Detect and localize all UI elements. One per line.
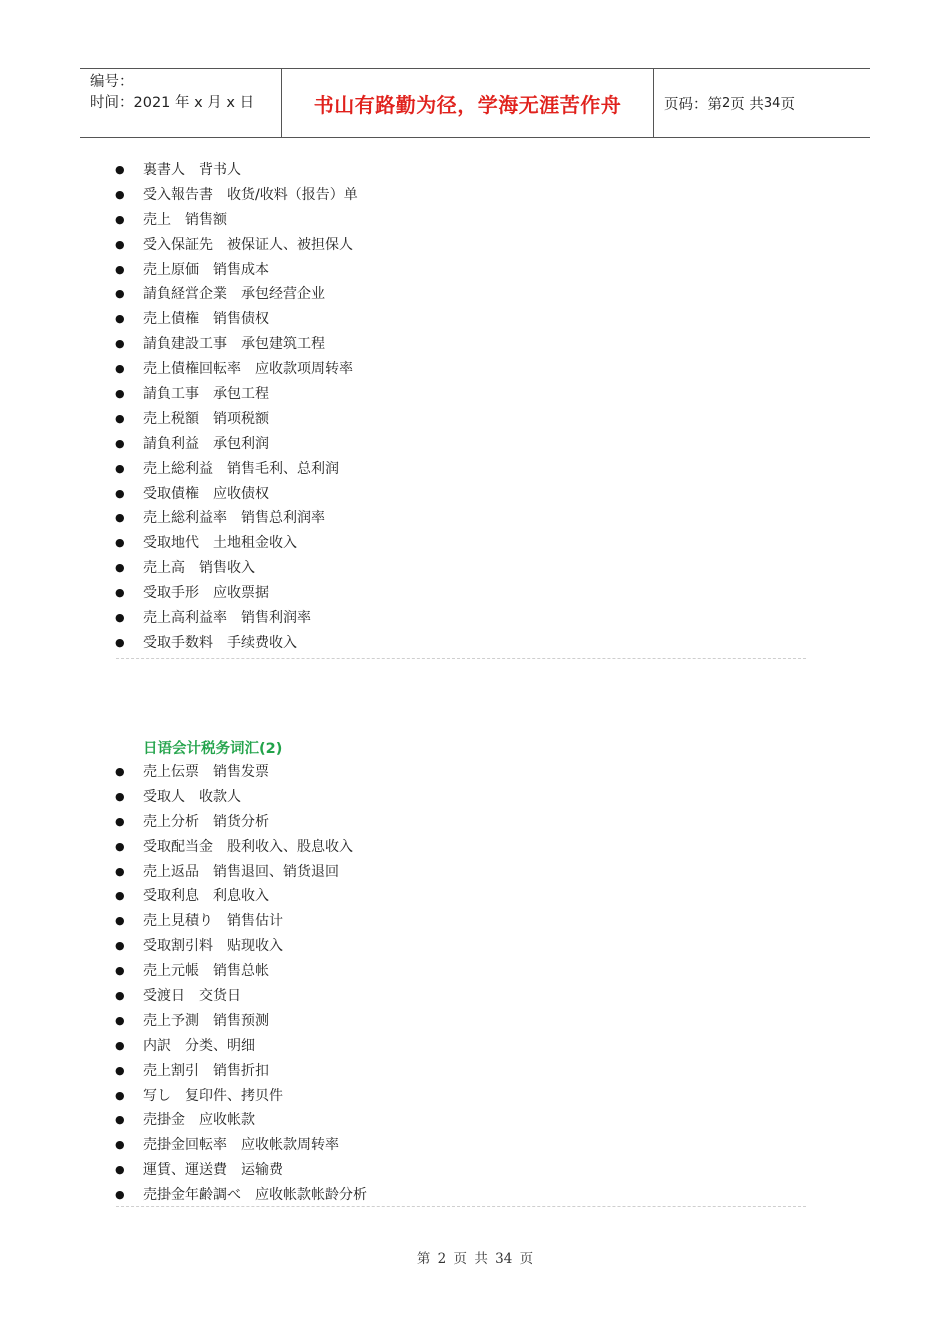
term-japanese: 受取人	[143, 788, 185, 805]
term-chinese: 应收帐款周转率	[241, 1137, 339, 1154]
vocab-item	[112, 959, 812, 984]
term-chinese: 背书人	[199, 162, 241, 178]
vocab-item	[112, 984, 812, 1009]
term-chinese: 贴现收入	[227, 938, 283, 955]
term-chinese: 手续费收入	[227, 634, 297, 651]
term-chinese: 销售收入	[199, 560, 255, 577]
bullet-icon: ●	[115, 187, 125, 201]
bullet-icon: ●	[115, 1038, 125, 1052]
bullet-icon: ●	[115, 411, 125, 425]
vocab-item	[112, 332, 812, 357]
date-label: 时间：2021 年 x 月 x 日	[90, 95, 255, 111]
term-japanese: 売上予測	[143, 1012, 199, 1029]
term-chinese: 销售退回、销货退回	[213, 863, 339, 880]
term-chinese: 销售成本	[213, 261, 269, 278]
term-chinese: 承包建筑工程	[241, 336, 325, 353]
bullet-icon: ●	[115, 362, 125, 376]
term-chinese: 应收款项周转率	[255, 361, 353, 378]
term-japanese: 受取利息	[143, 888, 199, 905]
term-chinese: 销售额	[185, 211, 227, 228]
bullet-icon: ●	[115, 561, 125, 575]
vocab-item	[112, 785, 812, 810]
term-japanese: 売上元帳	[143, 963, 199, 980]
bullet-icon: ●	[115, 262, 125, 276]
bullet-icon: ●	[115, 536, 125, 550]
bullet-icon: ●	[115, 1163, 125, 1177]
vocab-item	[112, 531, 812, 556]
term-japanese: 売上	[143, 211, 171, 228]
term-japanese: 受取手数料	[143, 634, 213, 651]
vocab-list-2	[112, 760, 812, 1208]
term-chinese: 收货/收料（报告）单	[227, 186, 358, 203]
term-japanese: 売掛金回転率	[143, 1137, 227, 1154]
vocab-item	[112, 506, 812, 531]
term-japanese: 売上伝票	[143, 764, 199, 780]
bullet-icon: ●	[115, 1088, 125, 1102]
term-japanese: 受渡日	[143, 988, 185, 1005]
bullet-icon: ●	[115, 611, 125, 625]
vocab-list-1	[112, 158, 812, 656]
bullet-icon: ●	[115, 1063, 125, 1077]
term-chinese: 承包利润	[213, 435, 269, 452]
vocab-item	[112, 233, 812, 258]
vocab-item	[112, 307, 812, 332]
header-motto: 书山有路勤为径，学海无涯苦作舟	[282, 69, 654, 137]
term-chinese: 被保证人、被担保人	[227, 236, 353, 253]
term-japanese: 売上債権	[143, 311, 199, 328]
section-title: 日语会计税务词汇(2)	[143, 741, 283, 757]
term-japanese: 請負経営企業	[143, 286, 227, 303]
bullet-icon: ●	[115, 635, 125, 649]
term-japanese: 売上高利益率	[143, 610, 227, 627]
vocab-item	[112, 1034, 812, 1059]
vocab-item	[112, 1133, 812, 1158]
term-japanese: 売上分析	[143, 813, 199, 830]
term-chinese: 收款人	[199, 788, 241, 805]
term-chinese: 销售总帐	[213, 963, 269, 980]
page-number: 2	[722, 95, 731, 111]
term-chinese: 承包经营企业	[241, 286, 325, 303]
term-chinese: 股利收入、股息收入	[227, 838, 353, 855]
term-japanese: 受入保証先	[143, 236, 213, 253]
vocab-item	[112, 258, 812, 283]
term-japanese: 請負工事	[143, 386, 199, 403]
vocab-item	[112, 606, 812, 631]
term-chinese: 分类、明细	[185, 1037, 255, 1054]
vocab-item	[112, 860, 812, 885]
vocab-item	[112, 835, 812, 860]
bullet-icon: ●	[115, 789, 125, 803]
serial-label: 编号：	[90, 74, 134, 90]
bullet-icon: ●	[115, 387, 125, 401]
bullet-icon: ●	[115, 586, 125, 600]
term-japanese: 受取手形	[143, 585, 199, 602]
bullet-icon: ●	[115, 939, 125, 953]
bullet-icon: ●	[115, 839, 125, 853]
bullet-icon: ●	[115, 814, 125, 828]
vocab-item	[112, 884, 812, 909]
vocab-item	[112, 810, 812, 835]
term-japanese: 受入報告書	[143, 186, 213, 203]
term-japanese: 売上総利益	[143, 460, 213, 477]
term-japanese: 運賃、運送費	[143, 1162, 227, 1179]
vocab-item	[112, 581, 812, 606]
term-chinese: 销售利润率	[241, 610, 311, 627]
page-footer: 第 2 页 共 34 页	[416, 1251, 534, 1267]
page-total: 34	[763, 95, 781, 111]
term-chinese: 销售债权	[213, 311, 269, 328]
bullet-icon: ●	[115, 1138, 125, 1152]
term-chinese: 承包工程	[213, 386, 269, 403]
vocab-item	[112, 760, 812, 785]
vocab-item	[112, 1183, 812, 1208]
term-japanese: 売上割引	[143, 1062, 199, 1079]
bullet-icon: ●	[115, 287, 125, 301]
bullet-icon: ●	[115, 765, 125, 778]
term-japanese: 売掛金年齢調べ	[143, 1187, 241, 1204]
term-chinese: 运输费	[241, 1162, 283, 1179]
term-japanese: 売上高	[143, 560, 185, 577]
vocab-item	[112, 183, 812, 208]
bullet-icon: ●	[115, 964, 125, 978]
term-japanese: 売掛金	[143, 1112, 185, 1129]
page-header	[80, 68, 870, 138]
vocab-item	[112, 1084, 812, 1109]
bullet-icon: ●	[115, 1113, 125, 1127]
term-japanese: 請負建設工事	[143, 336, 227, 353]
term-chinese: 销售估计	[227, 913, 283, 930]
header-meta	[80, 69, 282, 137]
term-chinese: 应收债权	[213, 485, 269, 502]
term-chinese: 应收帐款	[199, 1112, 255, 1129]
term-chinese: 销售发票	[213, 764, 269, 780]
term-chinese: 利息收入	[213, 888, 269, 905]
bullet-icon: ●	[115, 237, 125, 251]
term-japanese: 請負利益	[143, 435, 199, 452]
vocab-item	[112, 934, 812, 959]
bullet-icon: ●	[115, 989, 125, 1003]
vocab-item	[112, 158, 812, 183]
bullet-icon: ●	[115, 864, 125, 878]
vocab-item	[112, 282, 812, 307]
term-chinese: 交货日	[199, 988, 241, 1005]
term-chinese: 销售折扣	[213, 1062, 269, 1079]
bullet-icon: ●	[115, 163, 125, 176]
term-japanese: 受取配当金	[143, 838, 213, 855]
term-japanese: 受取割引料	[143, 938, 213, 955]
term-japanese: 売上税額	[143, 410, 199, 427]
bullet-icon: ●	[115, 212, 125, 226]
vocab-item	[112, 1108, 812, 1133]
vocab-item	[112, 382, 812, 407]
vocab-item	[112, 407, 812, 432]
vocab-item	[112, 909, 812, 934]
term-japanese: 売上債権回転率	[143, 361, 241, 378]
term-chinese: 销售预测	[213, 1012, 269, 1029]
vocab-item	[112, 208, 812, 233]
term-chinese: 销售总利润率	[241, 510, 325, 527]
bullet-icon: ●	[115, 337, 125, 351]
vocab-item	[112, 556, 812, 581]
term-japanese: 売上総利益率	[143, 510, 227, 527]
vocab-item	[112, 357, 812, 382]
dashed-divider	[116, 658, 806, 659]
bullet-icon: ●	[115, 461, 125, 475]
page-mid: 页 共	[730, 96, 764, 113]
term-chinese: 土地租金收入	[213, 535, 297, 552]
bullet-icon: ●	[115, 914, 125, 928]
term-japanese: 受取地代	[143, 535, 199, 552]
term-japanese: 写し	[143, 1087, 171, 1104]
term-japanese: 内訳	[143, 1037, 171, 1054]
term-chinese: 销项税额	[213, 410, 269, 427]
term-chinese: 销售毛利、总利润	[227, 460, 339, 477]
term-chinese: 复印件、拷贝件	[185, 1087, 283, 1104]
vocab-item	[112, 482, 812, 507]
term-chinese: 销货分析	[213, 813, 269, 830]
page-suffix: 页	[780, 96, 795, 113]
vocab-item	[112, 1059, 812, 1084]
bullet-icon: ●	[115, 511, 125, 525]
term-chinese: 应收票据	[213, 585, 269, 602]
page-prefix: 页码：第	[664, 96, 722, 113]
bullet-icon: ●	[115, 436, 125, 450]
term-japanese: 受取債権	[143, 485, 199, 502]
vocab-item	[112, 457, 812, 482]
header-page-info	[654, 69, 870, 137]
vocab-item	[112, 631, 812, 656]
vocab-item	[112, 1158, 812, 1183]
bullet-icon: ●	[115, 312, 125, 326]
bullet-icon: ●	[115, 486, 125, 500]
term-japanese: 売上原価	[143, 261, 199, 278]
term-japanese: 売上見積り	[143, 913, 213, 930]
bullet-icon: ●	[115, 1013, 125, 1027]
vocab-item	[112, 432, 812, 457]
term-japanese: 売上返品	[143, 863, 199, 880]
dashed-divider	[116, 1206, 806, 1207]
bullet-icon: ●	[115, 889, 125, 903]
term-chinese: 应收帐款帐龄分析	[255, 1187, 367, 1204]
vocab-item	[112, 1009, 812, 1034]
bullet-icon: ●	[115, 1188, 125, 1202]
term-japanese: 裏書人	[143, 162, 185, 178]
